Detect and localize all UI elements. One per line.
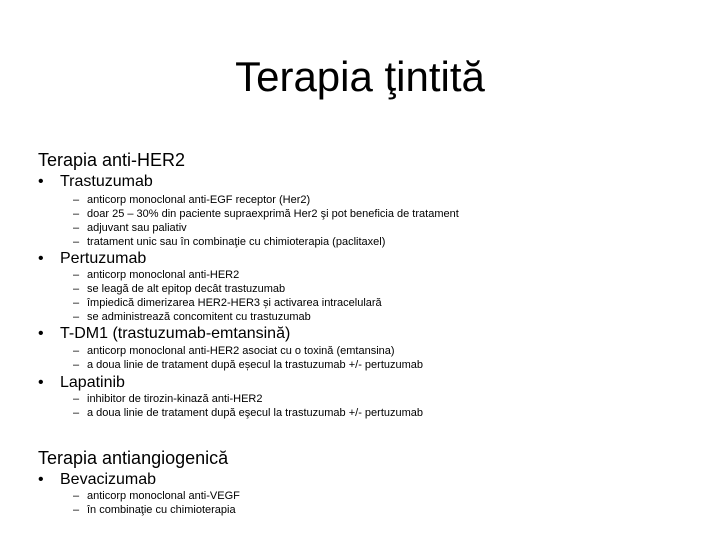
drug-name: Lapatinib [60, 374, 125, 391]
drug-item-t-dm1 [38, 324, 290, 344]
sub-point-text: tratament unic sau în combinaţie cu chimioterapia (paclitaxel) [87, 236, 386, 248]
dash-icon: – [73, 407, 80, 419]
sub-point-text: anticorp monoclonal anti-EGF receptor (Her2) [87, 194, 311, 206]
sub-point-text: anticorp monoclonal anti-VEGF [87, 490, 240, 502]
sub-point [73, 193, 310, 207]
sub-point-text: a doua linie de tratament după eşecul la trastuzumab +/- pertuzumab [87, 407, 424, 419]
dash-icon: – [73, 311, 80, 323]
dash-icon: – [73, 236, 80, 248]
sub-point-text: a doua linie de tratament după eșecul la trastuzumab +/- pertuzumab [87, 359, 424, 371]
sub-point [73, 310, 311, 324]
sub-point [73, 503, 236, 517]
sub-point-text: anticorp monoclonal anti-HER2 asociat cu o toxină (emtansina) [87, 345, 395, 357]
bullet-icon: • [38, 471, 44, 488]
drug-name: T-DM1 (trastuzumab-emtansină) [60, 325, 291, 342]
dash-icon: – [73, 269, 80, 281]
sub-point-text: se administrează concomitent cu trastuzumab [87, 311, 311, 323]
dash-icon: – [73, 393, 80, 405]
sub-point [73, 344, 395, 358]
drug-item-lapatinib [38, 373, 125, 393]
dash-icon: – [73, 345, 80, 357]
dash-icon: – [73, 359, 80, 371]
sub-point [73, 207, 459, 221]
drug-name: Pertuzumab [60, 250, 147, 267]
section-heading-antiangiogenic: Terapia antiangiogenică [38, 448, 229, 468]
bullet-icon: • [38, 325, 44, 342]
sub-point [73, 296, 382, 310]
sub-point [73, 406, 423, 420]
sub-point-text: anticorp monoclonal anti-HER2 [87, 269, 240, 281]
sub-point [73, 268, 239, 282]
sub-point [73, 489, 240, 503]
sub-point-text: adjuvant sau paliativ [87, 222, 187, 234]
bullet-icon: • [38, 250, 44, 267]
sub-point-text: doar 25 – 30% din paciente supraexprimă Her2 şi pot beneficia de tratament [87, 208, 459, 220]
drug-item-trastuzumab [38, 172, 153, 192]
dash-icon: – [73, 222, 80, 234]
sub-point-text: inhibitor de tirozin-kinază anti-HER2 [87, 393, 263, 405]
drug-name: Bevacizumab [60, 471, 157, 488]
bullet-icon: • [38, 173, 44, 190]
dash-icon: – [73, 283, 80, 295]
section-heading-anti-her2: Terapia anti-HER2 [38, 150, 186, 170]
drug-item-pertuzumab [38, 249, 146, 269]
sub-point-text: împiedică dimerizarea HER2-HER3 și activarea intracelulară [87, 297, 382, 309]
sub-point [73, 282, 285, 296]
drug-name: Trastuzumab [60, 173, 153, 190]
sub-point [73, 358, 423, 372]
dash-icon: – [73, 194, 80, 206]
dash-icon: – [73, 490, 80, 502]
sub-point [73, 392, 262, 406]
dash-icon: – [73, 504, 80, 516]
drug-item-bevacizumab [38, 470, 156, 490]
slide-title: Terapia ţintită [235, 53, 485, 100]
sub-point-text: se leagă de alt epitop decât trastuzumab [87, 283, 286, 295]
sub-point [73, 221, 187, 235]
sub-point [73, 235, 385, 249]
sub-point-text: în combinaţie cu chimioterapia [87, 504, 236, 516]
dash-icon: – [73, 208, 80, 220]
bullet-icon: • [38, 374, 44, 391]
dash-icon: – [73, 297, 80, 309]
